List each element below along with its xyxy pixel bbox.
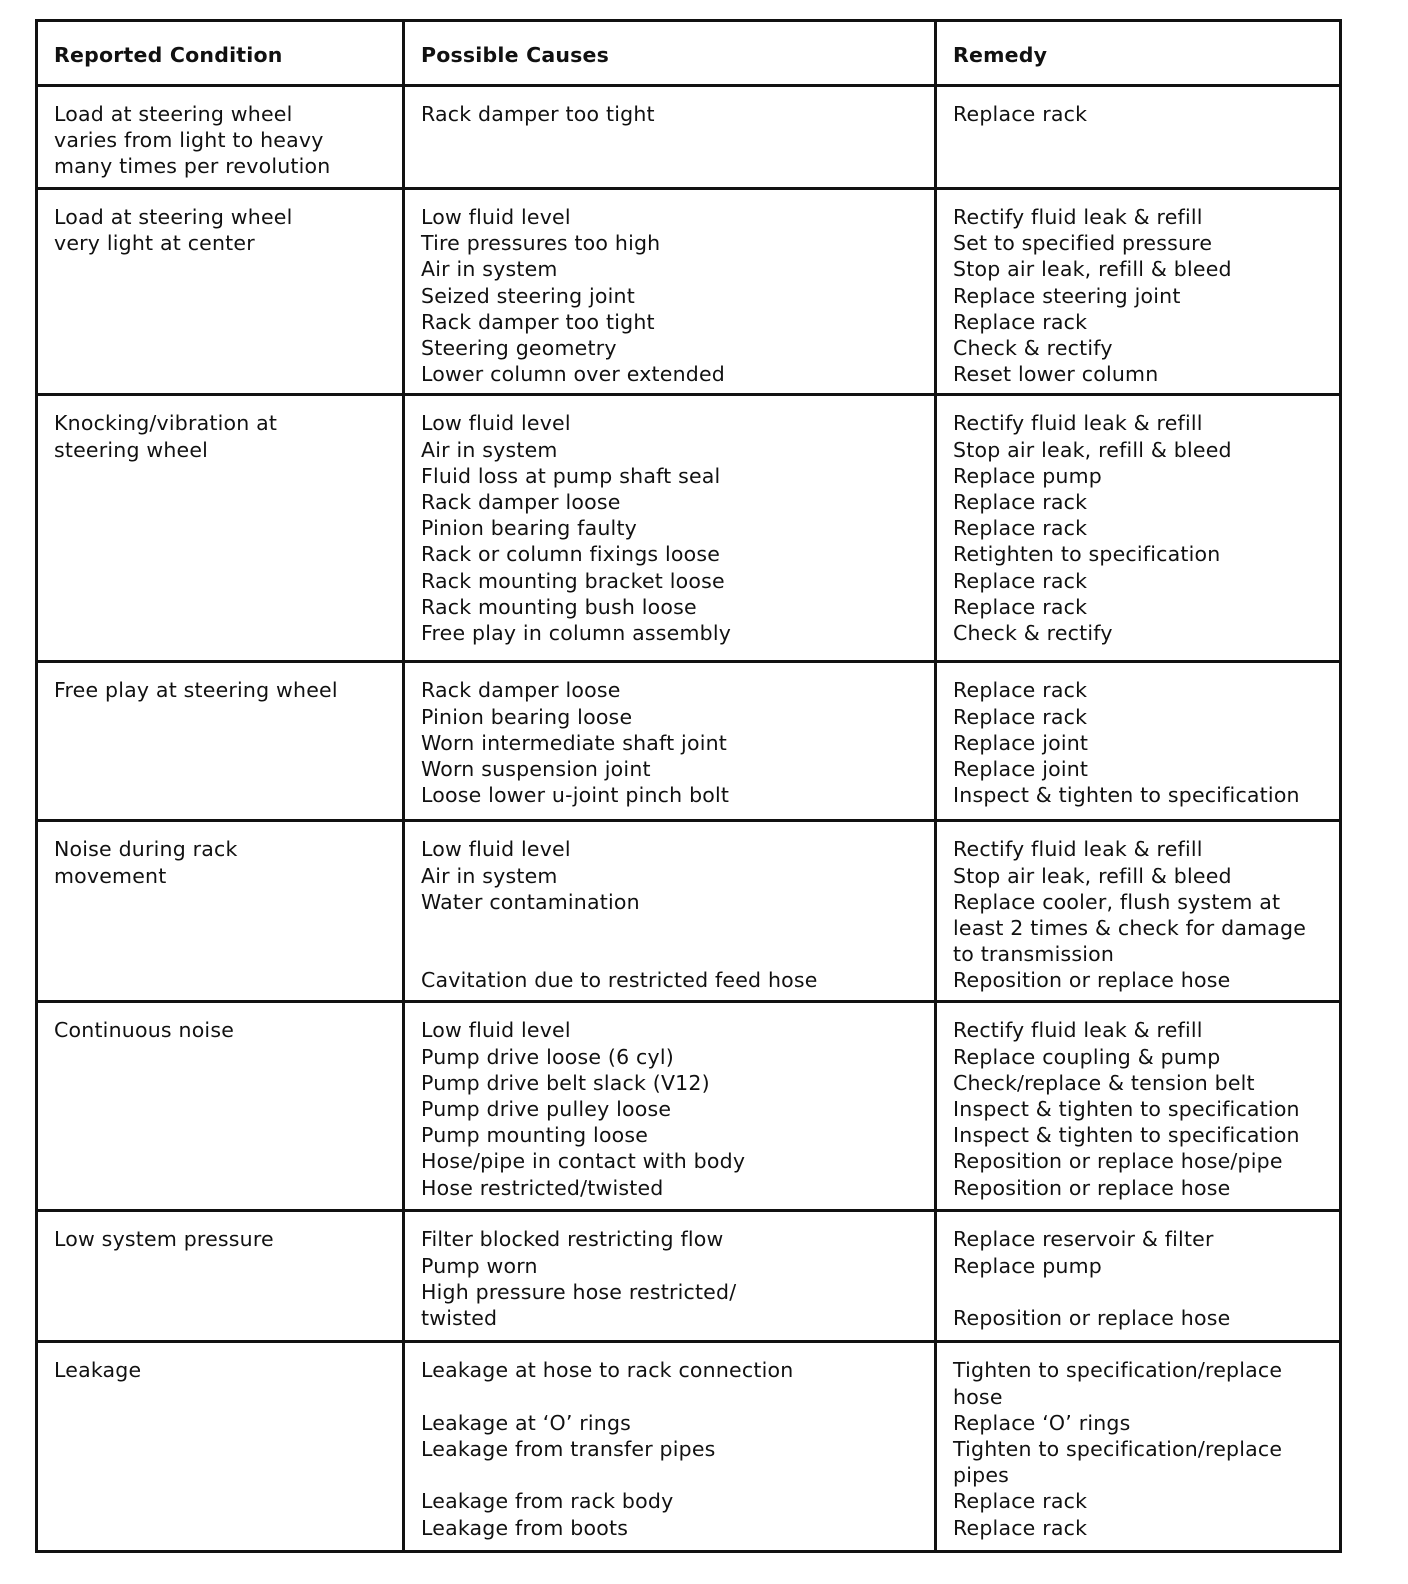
- cell-line: Continuous noise: [54, 1018, 235, 1043]
- cell-line: [421, 1384, 926, 1410]
- cell-line: High pressure hose restricted/: [421, 1279, 737, 1304]
- cell-line: Replace rack: [953, 490, 1088, 515]
- cell-line: Worn suspension joint: [421, 757, 651, 782]
- cell-line: Stop air leak, refill & bleed: [953, 863, 1232, 888]
- cell-line: steering wheel: [54, 437, 209, 462]
- cell-line: Cavitation due to restricted feed hose: [421, 968, 818, 993]
- cell-line: Hose restricted/twisted: [421, 1175, 664, 1200]
- cell-line: Rectify fluid leak & refill: [953, 205, 1203, 229]
- cell-line: Low fluid level: [421, 837, 571, 862]
- cell-line: Low system pressure: [54, 1227, 274, 1252]
- cell-line: Replace coupling & pump: [953, 1044, 1221, 1069]
- cell-line: Replace reservoir & filter: [953, 1227, 1214, 1252]
- cell-line: Reposition or replace hose/pipe: [953, 1149, 1283, 1174]
- cell-line: Water contamination: [421, 889, 640, 914]
- cell-line: Replace rack: [953, 678, 1088, 703]
- cell-line: Loose lower u-joint pinch bolt: [421, 783, 730, 808]
- cell-line: varies from light to heavy: [54, 128, 324, 153]
- causes-cell: [404, 821, 936, 1002]
- causes-cell: [404, 86, 936, 189]
- cell-line: Lower column over extended: [421, 362, 726, 387]
- table-row: [37, 395, 1341, 662]
- cell-line: Pump drive loose (6 cyl): [421, 1044, 674, 1069]
- cell-line: Replace pump: [953, 463, 1102, 488]
- condition-cell: [37, 395, 404, 662]
- cell-line: [421, 1462, 926, 1488]
- cell-line: Steering geometry: [421, 336, 617, 361]
- cell-line: Rack damper too tight: [421, 102, 655, 126]
- cell-line: Leakage at ‘O’ rings: [421, 1410, 632, 1435]
- condition-cell: [37, 821, 404, 1002]
- cell-line: Leakage from rack body: [421, 1489, 674, 1514]
- header-possible-causes: Possible Causes: [404, 21, 936, 86]
- cell-line: Hose/pipe in contact with body: [421, 1149, 746, 1174]
- cell-line: Pump drive pulley loose: [421, 1097, 672, 1122]
- cell-line: Replace rack: [953, 704, 1088, 729]
- cell-line: Set to specified pressure: [953, 231, 1213, 256]
- cell-line: twisted: [421, 1306, 498, 1331]
- cell-line: Rack or column fixings loose: [421, 542, 721, 567]
- cell-line: Low fluid level: [421, 1018, 571, 1043]
- cell-line: Pump mounting loose: [421, 1123, 649, 1148]
- table-row: [37, 189, 1341, 395]
- header-row: [37, 21, 1341, 86]
- cell-line: Check/replace & tension belt: [953, 1070, 1255, 1095]
- cell-line: Pinion bearing loose: [421, 704, 633, 729]
- causes-cell: [404, 189, 936, 395]
- table-header: [37, 21, 1341, 86]
- table-row: [37, 86, 1341, 189]
- cell-line: [953, 1279, 1331, 1305]
- remedy-cell: [936, 821, 1341, 1002]
- condition-cell: [37, 189, 404, 395]
- cell-line: Pump worn: [421, 1253, 538, 1278]
- cell-line: Stop air leak, refill & bleed: [953, 437, 1232, 462]
- cell-line: Tire pressures too high: [421, 231, 661, 256]
- table-row: [37, 662, 1341, 821]
- cell-line: Reposition or replace hose: [953, 1306, 1231, 1331]
- table-body: [37, 86, 1341, 1552]
- header-reported-condition: Reported Condition: [37, 21, 404, 86]
- cell-line: Inspect & tighten to specification: [953, 1097, 1300, 1122]
- cell-line: Fluid loss at pump shaft seal: [421, 463, 721, 488]
- cell-line: Leakage at hose to rack connection: [421, 1358, 794, 1383]
- condition-cell: [37, 86, 404, 189]
- cell-line: Replace rack: [953, 1489, 1088, 1514]
- cell-line: Replace rack: [953, 102, 1088, 126]
- cell-line: Reposition or replace hose: [953, 1175, 1231, 1200]
- cell-line: hose: [953, 1384, 1003, 1409]
- cell-line: Reposition or replace hose: [953, 968, 1231, 993]
- cell-line: Reset lower column: [953, 362, 1159, 387]
- cell-line: Replace joint: [953, 757, 1089, 782]
- cell-line: Replace rack: [953, 568, 1088, 593]
- remedy-cell: [936, 395, 1341, 662]
- cell-line: Tighten to specification/replace: [953, 1358, 1283, 1383]
- remedy-cell: [936, 1211, 1341, 1342]
- table-row: [37, 1002, 1341, 1211]
- cell-line: Pump drive belt slack (V12): [421, 1070, 710, 1095]
- cell-line: Rack damper too tight: [421, 309, 655, 334]
- cell-line: pipes: [953, 1463, 1010, 1488]
- cell-line: Replace rack: [953, 594, 1088, 619]
- cell-line: Pinion bearing faulty: [421, 516, 638, 541]
- cell-line: Replace cooler, flush system at: [953, 889, 1281, 914]
- cell-line: Leakage from transfer pipes: [421, 1437, 716, 1462]
- cell-line: Free play at steering wheel: [54, 678, 338, 703]
- cell-line: many times per revolution: [54, 154, 331, 179]
- condition-cell: [37, 662, 404, 821]
- condition-cell: [37, 1002, 404, 1211]
- causes-cell: [404, 1342, 936, 1552]
- cell-line: Rectify fluid leak & refill: [953, 1018, 1203, 1043]
- cell-line: Seized steering joint: [421, 283, 635, 308]
- cell-line: to transmission: [953, 942, 1115, 967]
- cell-line: Air in system: [421, 863, 558, 888]
- cell-line: Rectify fluid leak & refill: [953, 837, 1203, 862]
- cell-line: Load at steering wheel: [54, 102, 293, 126]
- cell-line: Load at steering wheel: [54, 205, 293, 229]
- cell-line: Check & rectify: [953, 621, 1113, 646]
- causes-cell: [404, 395, 936, 662]
- cell-line: Replace rack: [953, 516, 1088, 541]
- remedy-cell: [936, 662, 1341, 821]
- remedy-cell: [936, 86, 1341, 189]
- cell-line: Inspect & tighten to specification: [953, 783, 1300, 808]
- cell-line: Rack mounting bracket loose: [421, 568, 725, 593]
- cell-line: Rack damper loose: [421, 490, 621, 515]
- table-row: [37, 821, 1341, 1002]
- cell-line: Replace ‘O’ rings: [953, 1410, 1131, 1435]
- cell-line: Rectify fluid leak & refill: [953, 411, 1203, 436]
- cell-line: Free play in column assembly: [421, 621, 732, 646]
- cell-line: Air in system: [421, 257, 558, 282]
- causes-cell: [404, 1002, 936, 1211]
- cell-line: Filter blocked restricting flow: [421, 1227, 724, 1252]
- cell-line: Leakage: [54, 1358, 142, 1383]
- cell-line: Inspect & tighten to specification: [953, 1123, 1300, 1148]
- cell-line: Stop air leak, refill & bleed: [953, 257, 1232, 282]
- cell-line: Replace rack: [953, 1515, 1088, 1540]
- cell-line: Low fluid level: [421, 205, 571, 229]
- cell-line: very light at center: [54, 231, 255, 256]
- cell-line: [421, 915, 926, 941]
- header-remedy: Remedy: [936, 21, 1341, 86]
- cell-line: Check & rectify: [953, 336, 1113, 361]
- condition-cell: [37, 1342, 404, 1552]
- cell-line: Low fluid level: [421, 411, 571, 436]
- cell-line: least 2 times & check for damage: [953, 916, 1307, 941]
- table-row: [37, 1211, 1341, 1342]
- cell-line: Worn intermediate shaft joint: [421, 730, 728, 755]
- causes-cell: [404, 662, 936, 821]
- remedy-cell: [936, 1342, 1341, 1552]
- cell-line: Knocking/vibration at: [54, 411, 278, 436]
- cell-line: Tighten to specification/replace: [953, 1437, 1283, 1462]
- remedy-cell: [936, 1002, 1341, 1211]
- cell-line: Retighten to specification: [953, 542, 1221, 567]
- cell-line: Noise during rack: [54, 837, 238, 862]
- table-row: [37, 1342, 1341, 1552]
- cell-line: Replace joint: [953, 730, 1089, 755]
- diagnosis-table: [35, 19, 1342, 1553]
- causes-cell: [404, 1211, 936, 1342]
- cell-line: Replace pump: [953, 1253, 1102, 1278]
- condition-cell: [37, 1211, 404, 1342]
- cell-line: Air in system: [421, 437, 558, 462]
- cell-line: movement: [54, 863, 167, 888]
- cell-line: Rack mounting bush loose: [421, 594, 697, 619]
- cell-line: Rack damper loose: [421, 678, 621, 703]
- cell-line: Replace steering joint: [953, 283, 1181, 308]
- cell-line: [421, 941, 926, 967]
- cell-line: Leakage from boots: [421, 1515, 629, 1540]
- cell-line: Replace rack: [953, 309, 1088, 334]
- remedy-cell: [936, 189, 1341, 395]
